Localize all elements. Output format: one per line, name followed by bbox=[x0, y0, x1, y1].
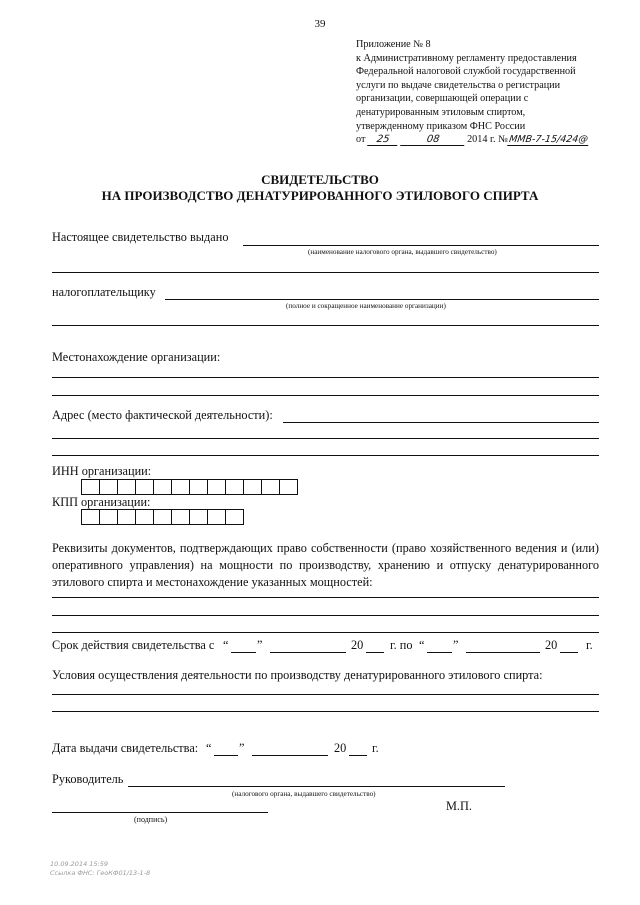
head-label: Руководитель bbox=[52, 772, 124, 786]
kpp-boxes[interactable] bbox=[81, 509, 243, 525]
issue-date-quote-open: “ bbox=[206, 741, 212, 755]
address-input-line-2[interactable] bbox=[52, 438, 599, 439]
order-number: ММВ-7-15/424@ bbox=[508, 134, 589, 146]
document-title: СВИДЕТЕЛЬСТВО bbox=[261, 172, 379, 187]
address-input-line-3[interactable] bbox=[52, 455, 599, 456]
validity-to-label: г. по bbox=[390, 638, 413, 652]
issued-hint: (наименование налогового органа, выдавшего свидетельство) bbox=[308, 248, 497, 256]
validity-to-year[interactable] bbox=[560, 652, 578, 653]
order-date-prefix: от bbox=[356, 134, 366, 146]
kpp-digit-box[interactable] bbox=[99, 509, 118, 525]
order-date-line bbox=[356, 133, 626, 147]
issue-date-day[interactable] bbox=[214, 755, 238, 756]
inn-digit-box[interactable] bbox=[279, 479, 298, 495]
kpp-digit-box[interactable] bbox=[117, 509, 136, 525]
kpp-digit-box[interactable] bbox=[189, 509, 208, 525]
validity-quote-open: “ bbox=[223, 638, 229, 652]
head-input-line[interactable] bbox=[128, 786, 505, 787]
address-label: Адрес (место фактической деятельности): bbox=[52, 408, 273, 422]
location-input-line[interactable] bbox=[52, 377, 599, 378]
requisites-input-line-3[interactable] bbox=[52, 632, 599, 633]
kpp-digit-box[interactable] bbox=[171, 509, 190, 525]
conditions-input-line[interactable] bbox=[52, 694, 599, 695]
appendix-line: Федеральной налоговой службой государственной bbox=[356, 66, 576, 78]
signature-hint: (подпись) bbox=[134, 815, 168, 824]
issue-date-year[interactable] bbox=[349, 755, 367, 756]
stamp-line: 10.09.2014 15:59 bbox=[50, 860, 109, 868]
validity-from-month[interactable] bbox=[270, 652, 346, 653]
validity-year-prefix: 20 bbox=[351, 638, 364, 652]
kpp-digit-box[interactable] bbox=[135, 509, 154, 525]
issued-label: Настоящее свидетельство выдано bbox=[52, 230, 229, 244]
page-number: 39 bbox=[314, 18, 326, 30]
requisites-text: Реквизиты документов, подтверждающих право собственности (право хозяйственного ведения и (или) оперативного управления) на мощности по производству, хранению и отпуску денатурированного этилового спирта и местонахождение указанных мощностей: bbox=[52, 541, 599, 589]
appendix-line: утвержденному приказом ФНС России bbox=[356, 120, 526, 132]
inn-digit-box[interactable] bbox=[135, 479, 154, 495]
inn-digit-box[interactable] bbox=[243, 479, 262, 495]
kpp-digit-box[interactable] bbox=[153, 509, 172, 525]
signature-line[interactable] bbox=[52, 812, 268, 813]
conditions-input-line-2[interactable] bbox=[52, 711, 599, 712]
validity-year-prefix-2: 20 bbox=[545, 638, 558, 652]
appendix-line: Приложение № 8 bbox=[356, 39, 431, 50]
kpp-label: КПП организации: bbox=[52, 495, 151, 509]
taxpayer-input-line[interactable] bbox=[165, 299, 599, 300]
inn-boxes[interactable] bbox=[81, 479, 297, 495]
inn-digit-box[interactable] bbox=[171, 479, 190, 495]
kpp-digit-box[interactable] bbox=[207, 509, 226, 525]
validity-year-suffix: г. bbox=[586, 638, 593, 652]
requisites-input-line-2[interactable] bbox=[52, 615, 599, 616]
inn-digit-box[interactable] bbox=[225, 479, 244, 495]
requisites-input-line[interactable] bbox=[52, 597, 599, 598]
appendix-line: к Административному регламенту предоставления bbox=[356, 52, 577, 64]
inn-digit-box[interactable] bbox=[189, 479, 208, 495]
seal-label: М.П. bbox=[446, 799, 472, 813]
kpp-digit-box[interactable] bbox=[225, 509, 244, 525]
order-month: 08 bbox=[400, 134, 466, 146]
inn-digit-box[interactable] bbox=[261, 479, 280, 495]
document-subtitle: НА ПРОИЗВОДСТВО ДЕНАТУРИРОВАННОГО ЭТИЛОВОГО СПИРТА bbox=[101, 188, 539, 203]
validity-quote-close: ” bbox=[257, 638, 263, 652]
system-stamp bbox=[50, 860, 150, 878]
issued-input-line[interactable] bbox=[243, 245, 599, 246]
validity-quote-open-2: “ bbox=[419, 638, 425, 652]
issue-date-month[interactable] bbox=[252, 755, 328, 756]
issue-date-year-prefix: 20 bbox=[334, 741, 347, 755]
inn-digit-box[interactable] bbox=[207, 479, 226, 495]
head-hint: (налогового органа, выдавшего свидетельство) bbox=[232, 790, 376, 798]
inn-digit-box[interactable] bbox=[81, 479, 100, 495]
conditions-label: Условия осуществления деятельности по производству денатурированного этилового спирта: bbox=[52, 668, 543, 682]
validity-label: Срок действия свидетельства с bbox=[52, 638, 215, 652]
issue-date-quote-close: ” bbox=[239, 741, 245, 755]
order-day: 25 bbox=[367, 134, 399, 146]
inn-label: ИНН организации: bbox=[52, 464, 152, 478]
appendix-line: услуги по выдаче свидетельства о регистрации bbox=[356, 79, 561, 91]
location-label: Местонахождение организации: bbox=[52, 350, 221, 364]
inn-digit-box[interactable] bbox=[153, 479, 172, 495]
taxpayer-input-line-2[interactable] bbox=[52, 325, 599, 326]
appendix-line: денатурированным этиловым спиртом, bbox=[356, 106, 526, 118]
address-input-line[interactable] bbox=[283, 422, 599, 423]
validity-from-year[interactable] bbox=[366, 652, 384, 653]
issue-date-year-suffix: г. bbox=[372, 741, 379, 755]
appendix-header bbox=[356, 38, 626, 147]
inn-digit-box[interactable] bbox=[117, 479, 136, 495]
validity-to-month[interactable] bbox=[466, 652, 540, 653]
appendix-line: организации, совершающей операции с bbox=[356, 93, 529, 105]
issue-date-label: Дата выдачи свидетельства: bbox=[52, 741, 199, 755]
order-year-text: 2014 г. № bbox=[467, 134, 508, 146]
validity-to-day[interactable] bbox=[427, 652, 452, 653]
location-input-line-2[interactable] bbox=[52, 395, 599, 396]
inn-digit-box[interactable] bbox=[99, 479, 118, 495]
taxpayer-label: налогоплательщику bbox=[52, 285, 156, 299]
validity-quote-close-2: ” bbox=[453, 638, 459, 652]
taxpayer-hint: (полное и сокращенное наименование организации) bbox=[286, 302, 446, 310]
kpp-digit-box[interactable] bbox=[81, 509, 100, 525]
validity-from-day[interactable] bbox=[231, 652, 256, 653]
issued-input-line-2[interactable] bbox=[52, 272, 599, 273]
stamp-line: Ссылка ФНС: ГеоКФ01/13-1-8 bbox=[50, 869, 151, 877]
